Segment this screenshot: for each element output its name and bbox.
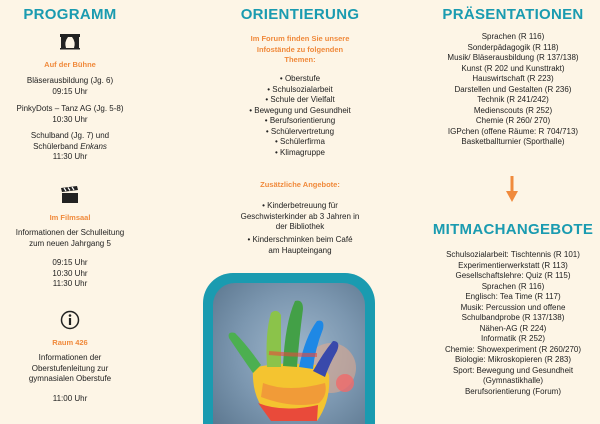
praesentation-item: Musik/ Bläserausbildung (R 137/138): [447, 53, 579, 62]
buehne-heading: Auf der Bühne: [44, 60, 96, 69]
filmsaal-time: 11:30 Uhr: [52, 279, 88, 288]
mitmach-list: [426, 250, 600, 397]
themen-item: • Schülerfirma: [275, 137, 325, 146]
intro-line: Im Forum finden Sie unsere: [250, 34, 350, 43]
arrow-down-icon: [506, 176, 518, 202]
mitmach-item: Informatik (R 252): [480, 334, 546, 343]
themen-item: • Schule der Vielfalt: [265, 95, 335, 104]
buehne-item-schulband: [0, 131, 140, 163]
praesentation-item: Sonderpädagogik (R 118): [467, 42, 559, 52]
mitmach-item: Sport: Bewegung und Gesundheit: [452, 365, 574, 375]
buehne-item-text: PinkyDots – Tanz AG (Jg. 5-8): [16, 104, 124, 113]
praesentation-item: Chemie (R 260/ 270): [475, 116, 551, 125]
filmsaal-text-line: Informationen der Schulleitung: [15, 228, 125, 237]
raum-text-line: Informationen der: [38, 353, 102, 362]
intro-line: Themen:: [284, 55, 316, 64]
clapperboard-icon: [60, 186, 80, 204]
zusatz-line: der Bibliothek: [275, 222, 325, 231]
themen-item: • Oberstufe: [279, 74, 321, 83]
mitmach-item: Musik: Percussion und offene: [460, 302, 566, 312]
buehne-item-time: 09:15 Uhr: [52, 86, 88, 96]
raum-text: [0, 353, 140, 385]
themen-item: • Klimagruppe: [275, 147, 325, 157]
mitmach-item: Nähen-AG (R 224): [479, 323, 547, 333]
intro-line: Infostände zu folgenden: [256, 44, 344, 54]
mitmach-item: Experimentierwerkstatt (R 113): [458, 260, 568, 270]
zusatz-heading: Zusätzliche Angebote:: [260, 180, 340, 189]
filmsaal-heading: Im Filmsaal: [49, 213, 91, 222]
praesentation-item: Hauswirtschaft (R 223): [472, 74, 554, 83]
praesentation-item: Kunst (R 202 und Kunsttrakt): [461, 63, 565, 73]
themen-item: • Berufsorientierung: [264, 116, 336, 125]
painted-hand-photo: [213, 283, 365, 424]
themen-item: • Bewegung und Gesundheit: [249, 105, 351, 115]
mitmach-item: Berufsorientierung (Forum): [464, 386, 562, 396]
orientierung-title: ORIENTIERUNG: [240, 6, 360, 23]
mitmach-item: Sprachen (R 116): [481, 281, 545, 291]
praesentation-item: Darstellen und Gestalten (R 236): [454, 84, 572, 94]
painted-hand-image: [213, 283, 365, 424]
zusatz-line: • Kinderschminken beim Café: [247, 235, 353, 244]
praesentation-item: IGPchen (offene Räume: R 704/713): [447, 126, 579, 136]
raum-text-line: gymnasialen Oberstufe: [28, 374, 112, 383]
buehne-item-text: Bläserausbildung (Jg. 6): [26, 76, 114, 85]
schulband-line2-text: Schülerband: [33, 141, 81, 151]
themen-item: • Schülervertretung: [265, 126, 335, 136]
photo-frame: [203, 273, 375, 424]
mitmach-item: Englisch: Tea Time (R 117): [465, 292, 561, 301]
mitmach-item: (Gymnastikhalle): [482, 376, 543, 385]
raum-text-line: Oberstufenleitung zur: [31, 363, 109, 373]
schulband-name: Enkans: [80, 141, 107, 151]
themen-item: • Schulsozialarbeit: [267, 84, 333, 94]
schulband-line2: [0, 142, 140, 153]
praesentation-item: Basketballturnier (Sporthalle): [461, 137, 565, 146]
mitmach-item: Chemie: Showexperiment (R 260/270): [444, 344, 582, 354]
mitmach-title: MITMACHANGEBOTE: [432, 221, 594, 238]
filmsaal-time: 09:15 Uhr: [52, 258, 88, 267]
info-icon: [60, 310, 80, 330]
raum-time: 11:00 Uhr: [52, 394, 88, 403]
buehne-item: [0, 76, 140, 97]
praesentation-item: Sprachen (R 116): [481, 32, 545, 41]
orientierung-intro: [200, 34, 400, 66]
filmsaal-text: [0, 228, 140, 249]
filmsaal-time: 10:30 Uhr: [52, 268, 88, 278]
mitmach-item: Schulbandprobe (R 137/138): [461, 313, 565, 322]
schulband-line1: Schulband (Jg. 7) und: [30, 131, 110, 140]
praesentation-item: Technik (R 241/242): [477, 95, 549, 104]
zusatz-item: [200, 201, 400, 233]
raum-heading: Raum 426: [52, 338, 88, 347]
themen-list: [200, 74, 400, 158]
mitmach-item: Schulsozialarbeit: Tischtennis (R 101): [446, 250, 580, 259]
filmsaal-times: [0, 258, 140, 290]
zusatz-line: Geschwisterkinder ab 3 Jahren in: [240, 211, 360, 221]
programm-title: PROGRAMM: [23, 6, 117, 23]
filmsaal-text-line: zum neuen Jahrgang 5: [29, 238, 111, 248]
zusatz-item: [200, 235, 400, 256]
programm-column: [0, 0, 140, 424]
mitmach-item: Biologie: Mikroskopieren (R 283): [454, 355, 572, 364]
praesentationen-list: [426, 32, 600, 148]
praesentationen-title: PRÄSENTATIONEN: [442, 6, 584, 23]
mitmach-item: Gesellschaftslehre: Quiz (R 115): [455, 271, 571, 280]
buehne-item: [0, 104, 140, 125]
buehne-item-time: 10:30 Uhr: [52, 114, 88, 124]
praesentationen-column: [426, 0, 600, 424]
schulband-time: 11:30 Uhr: [52, 152, 88, 161]
praesentation-item: Medienscouts (R 252): [473, 105, 553, 115]
zusatz-line: am Haupteingang: [268, 245, 332, 255]
zusatz-line: • Kinderbetreuung für: [262, 201, 338, 210]
theater-stage-icon: [59, 33, 81, 50]
